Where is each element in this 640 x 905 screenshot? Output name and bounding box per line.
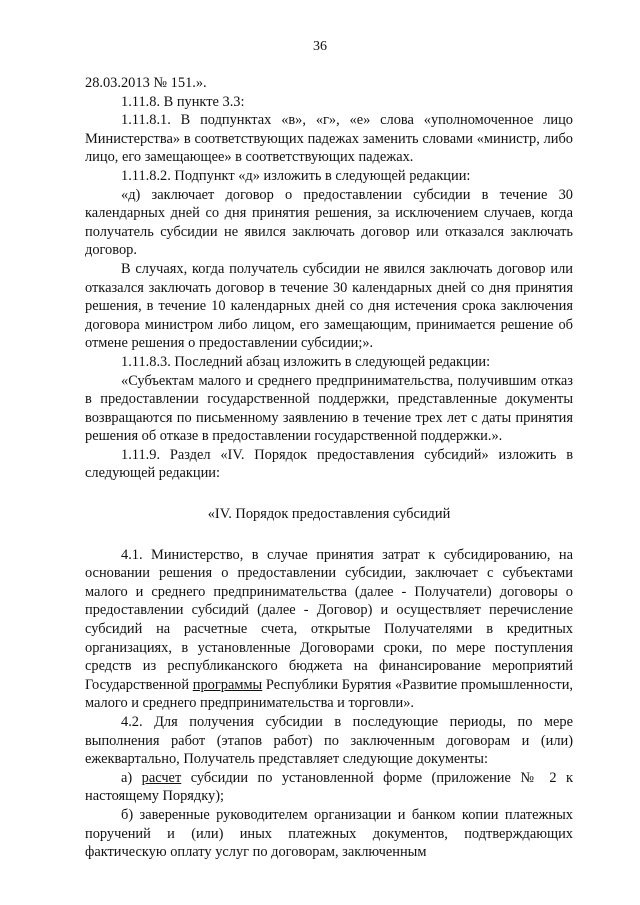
- paragraph: 1.11.8.2. Подпункт «д» изложить в следующей редакции:: [121, 167, 471, 184]
- paragraph: 1.11.8.3. Последний абзац изложить в следующей редакции:: [121, 353, 491, 370]
- paragraph: 1.11.8. В пункте 3.3:: [121, 93, 245, 110]
- paragraph: 1.11.8.1. В подпунктах «в», «г», «е» слова «уполномоченное лицо Министерства» в соответствующих падежах заменить словами «министр, либо лицо, его замещающее» в соответствующих падежах.: [85, 112, 573, 166]
- section-heading: «IV. Порядок предоставления субсидий: [207, 506, 451, 523]
- page-number: 36: [313, 39, 327, 54]
- list-marker: а): [121, 769, 133, 786]
- document-body: [85, 74, 573, 862]
- paragraph: [85, 769, 573, 806]
- paragraph: б) заверенные руководителем организации и банком копии платежных поручений и (или) иных платежных документов, подтверждающих фактическую оплату услуг по договорам, заключенным: [85, 806, 573, 861]
- paragraph: В случаях, когда получатель субсидии не явился заключать договор или отказался заключать договор в течение 30 календарных дней со дня принятия решения, в течение 10 календарных дней со дня истечения срока заключения договора министром либо лицом, его замещающим, принимается решение об отмене решения о предоставлении субсидии;».: [85, 260, 573, 352]
- paragraph: «Субъектам малого и среднего предпринимательства, получившим отказ в предоставлении государственной поддержки, представленные документы возвращаются по письменному заявлению в течение трех лет с даты принятия решения об отказе в предоставлении государственной поддержки.».: [85, 372, 573, 445]
- paragraph: «д) заключает договор о предоставлении субсидии в течение 30 календарных дней со дня принятия решения, за исключением случаев, когда получатель субсидии не явился заключать договор или отказался заключать договор.: [85, 186, 573, 259]
- program-link[interactable]: программы: [192, 676, 263, 693]
- calculation-link[interactable]: расчет: [141, 769, 182, 786]
- paragraph: [85, 546, 573, 713]
- paragraph-text: субсидии по установленной форме (приложение № 2 к настоящему Порядку);: [85, 769, 573, 805]
- paragraph: 1.11.9. Раздел «IV. Порядок предоставления субсидий» изложить в следующей редакции:: [85, 446, 573, 482]
- paragraph: 28.03.2013 № 151.».: [85, 75, 207, 91]
- paragraph: 4.2. Для получения субсидии в последующие периоды, по мере выполнения работ (этапов работ) по заключенным договорам и (или) ежеквартально, Получатель представляет следующие документы:: [85, 714, 573, 768]
- paragraph-text: Республики Бурятия «Развитие промышленности, малого и среднего предпринимательства и торговли».: [85, 676, 573, 712]
- paragraph-text: 4.1. Министерство, в случае принятия затрат к субсидированию, на основании решения о предоставлении субсидии, заключает с субъектами малого и среднего предпринимательства (далее - Получатели) договоры о предоставлении субсидий (далее - Договор) и осуществляет перечисление субсидий на расчетные счета, открытые Получателями в кредитных организациях, в установленные Договорами сроки, по мере поступления средств из республиканского бюджета на финансирование мероприятий Государственной: [85, 546, 573, 693]
